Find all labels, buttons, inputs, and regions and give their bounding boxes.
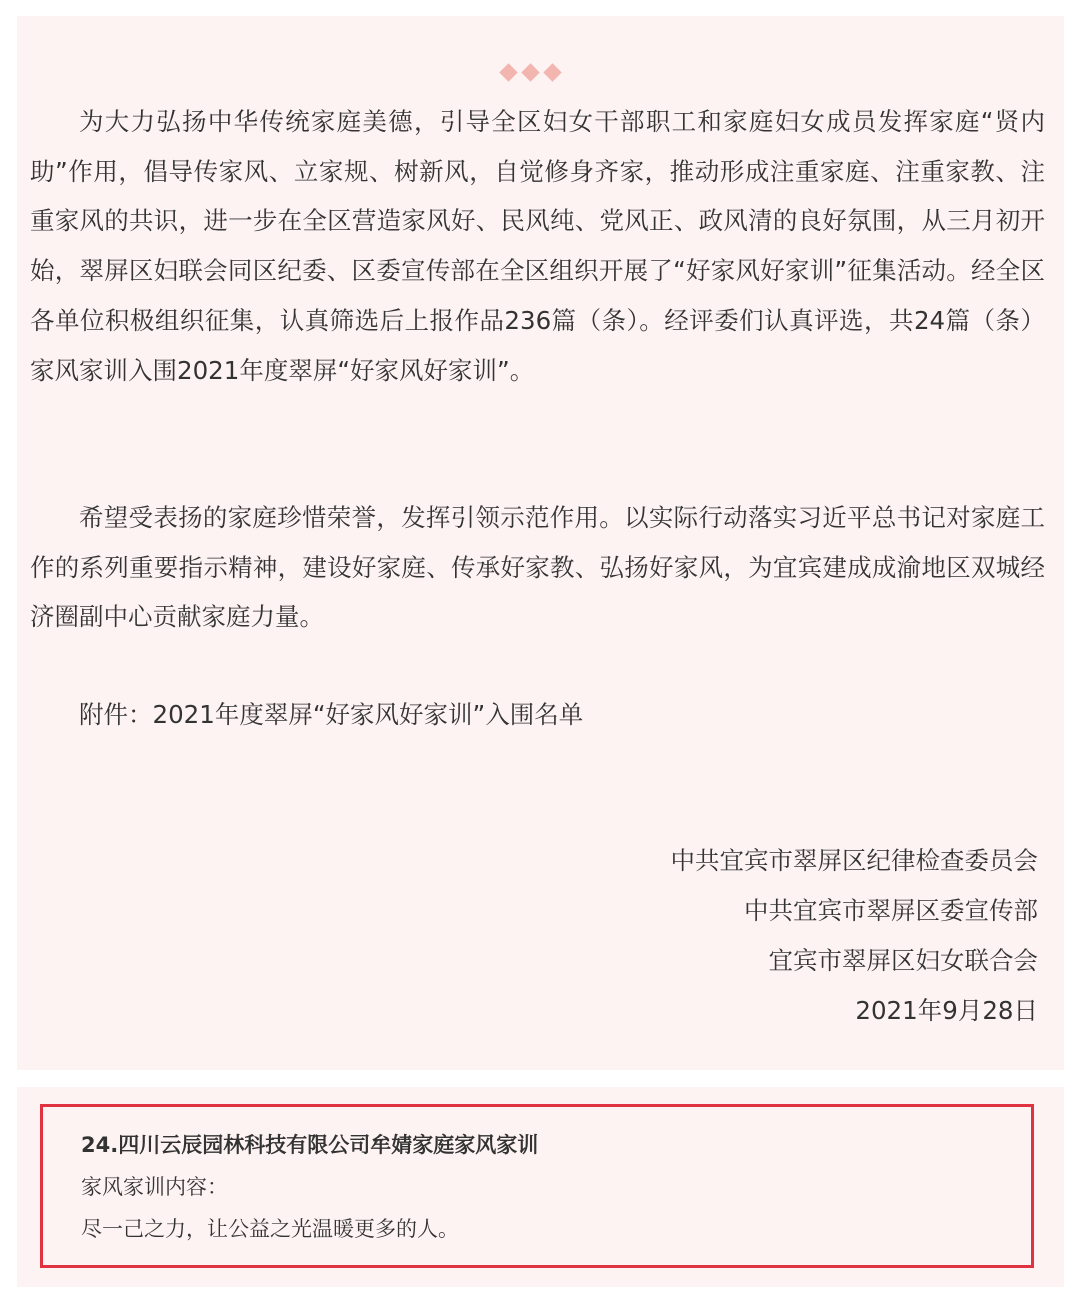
signature-womens-federation: 宜宾市翠屏区妇女联合会 [768,946,1038,975]
entry-content-label: 家风家训内容： [81,1175,228,1199]
entry-content-text: 尽一己之力，让公益之光温暖更多的人。 [81,1217,459,1241]
signature-date: 2021年9月28日 [855,996,1038,1025]
signature-discipline-commission: 中共宜宾市翠屏区纪律检查委员会 [670,846,1038,875]
diamond-icon [521,63,539,81]
highlighted-entry-box [40,1104,1034,1268]
diamond-icon [543,63,561,81]
diamond-icon [499,63,517,81]
attachment-note: 附件：2021年度翠屏“好家风好家训”入围名单 [79,700,584,729]
body-paragraph-1: 为大力弘扬中华传统家庭美德，引导全区妇女干部职工和家庭妇女成员发挥家庭“贤内助”作用，倡导传家风、立家规、树新风，自觉修身齐家，推动形成注重家庭、注重家教、注重家风的共识，进一步在全区营造家风好、民风纯、党风正、政风清的良好氛围，从三月初开始，翠屏区妇联会同区纪委、区委宣传部在全区组织开展了“好家风好家训”征集活动。经全区各单位积极组织征集，认真筛选后上报作品236篇（条）。经评委们认真评选，共24篇（条）家风家训入围2021年度翠屏“好家风好家训”。 [30,107,1045,385]
decorative-dots [502,66,559,79]
body-paragraph-2: 希望受表扬的家庭珍惜荣誉，发挥引领示范作用。以实际行动落实习近平总书记对家庭工作的系列重要指示精神，建设好家庭、传承好家教、弘扬好家风，为宜宾建成成渝地区双城经济圈副中心贡献家庭力量。 [30,503,1045,632]
entry-title: 24.四川云辰园林科技有限公司牟婧家庭家风家训 [81,1133,539,1157]
signature-publicity-department: 中共宜宾市翠屏区委宣传部 [744,896,1038,925]
